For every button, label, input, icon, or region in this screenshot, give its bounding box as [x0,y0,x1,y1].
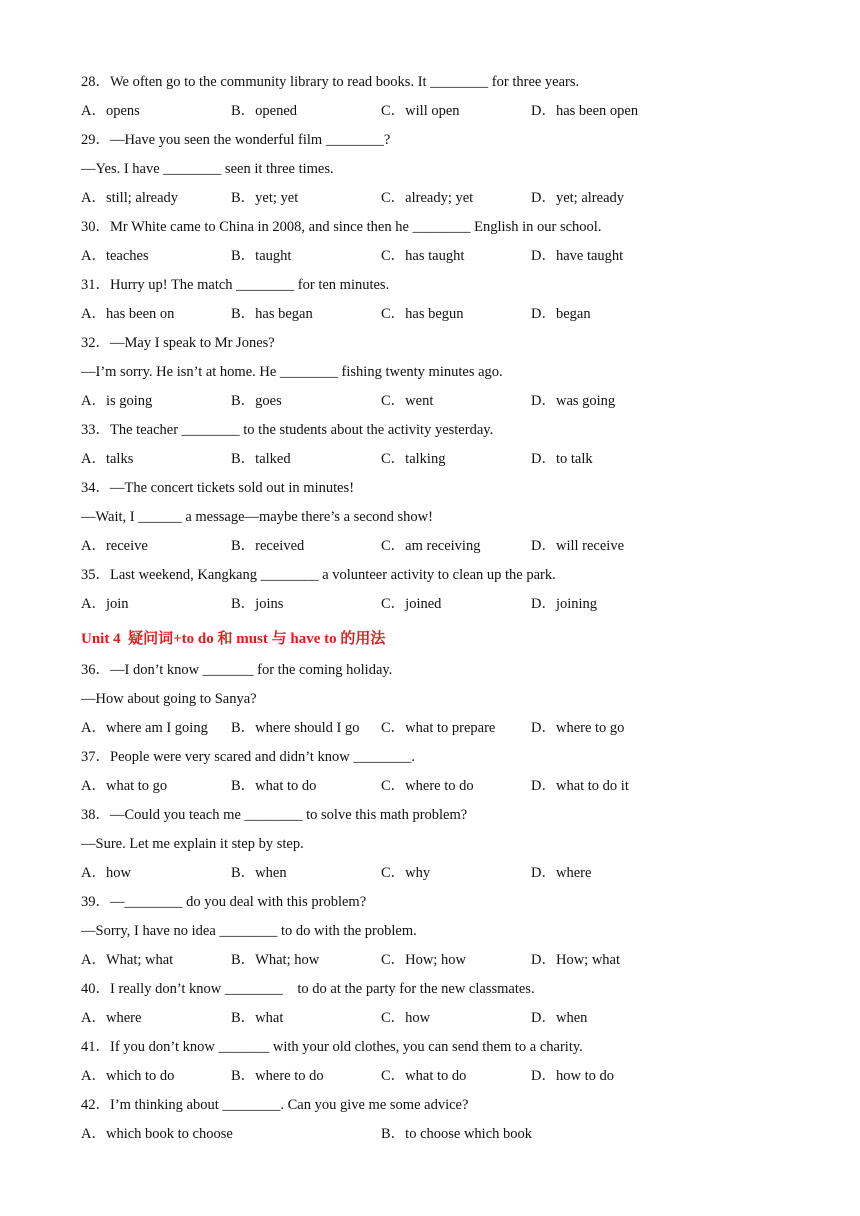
option-b[interactable]: B．goes [231,393,282,409]
option-b[interactable]: B．what [231,1010,284,1026]
question-stem: 39．—________ do you deal with this problem? [81,894,367,910]
option-b[interactable]: B．when [231,865,287,881]
question-stem-reply: —How about going to Sanya? [81,691,257,707]
question-q34 [81,476,781,563]
option-a[interactable]: A．still; already [81,190,179,206]
worksheet-page [81,70,781,1151]
option-b[interactable]: B．yet; yet [231,190,299,206]
question-stem: 32．—May I speak to Mr Jones? [81,335,275,351]
option-a[interactable]: A．has been on [81,306,175,322]
question-q37 [81,745,781,803]
answer-options [81,389,781,418]
section-heading: Unit 4 疑问词+to do 和 must 与 have to 的用法 [81,631,386,647]
question-stem: 41．If you don’t know _______ with your old clothes, you can send them to a charity. [81,1039,583,1055]
answer-options [81,948,781,977]
option-d[interactable]: D．joining [531,596,598,612]
option-b[interactable]: B．where should I go [231,720,360,736]
option-d[interactable]: D．where to go [531,720,625,736]
question-stem-reply: —Yes. I have ________ seen it three times. [81,161,334,177]
question-q28 [81,70,781,128]
option-b[interactable]: B．received [231,538,305,554]
question-q38 [81,803,781,890]
option-c[interactable]: C．why [381,865,431,881]
option-c[interactable]: C．has begun [381,306,464,322]
option-c[interactable]: C．where to do [381,778,474,794]
question-q39 [81,890,781,977]
option-c[interactable]: C．how [381,1010,431,1026]
option-a[interactable]: A．how [81,865,131,881]
option-a[interactable]: A．which to do [81,1068,175,1084]
option-a[interactable]: A．What; what [81,952,174,968]
question-q32 [81,331,781,418]
question-q36 [81,658,781,745]
option-a[interactable]: A．teaches [81,248,149,264]
option-c[interactable]: C．what to do [381,1068,467,1084]
option-c[interactable]: C．what to prepare [381,720,496,736]
option-b[interactable]: B．opened [231,103,298,119]
question-stem: 33．The teacher ________ to the students about the activity yesterday. [81,422,494,438]
option-b[interactable]: B．joins [231,596,284,612]
option-b[interactable]: B．has began [231,306,313,322]
option-d[interactable]: D．began [531,306,591,322]
option-d[interactable]: D．where [531,865,592,881]
answer-options [81,1122,781,1151]
option-b[interactable]: B．taught [231,248,292,264]
option-a[interactable]: A．what to go [81,778,168,794]
option-a[interactable]: A．talks [81,451,134,467]
answer-options [81,716,781,745]
answer-options [81,1006,781,1035]
question-stem: 38．—Could you teach me ________ to solve this math problem? [81,807,468,823]
question-stem: 35．Last weekend, Kangkang ________ a volunteer activity to clean up the park. [81,567,556,583]
question-stem: 28．We often go to the community library to read books. It ________ for three years. [81,74,580,90]
option-d[interactable]: D．what to do it [531,778,629,794]
option-c[interactable]: C．talking [381,451,446,467]
option-d[interactable]: D．to talk [531,451,593,467]
answer-options [81,302,781,331]
option-b[interactable]: B．to choose which book [381,1126,533,1142]
option-c[interactable]: C．How; how [381,952,466,968]
option-a[interactable]: A．where am I going [81,720,208,736]
question-stem-reply: —Sure. Let me explain it step by step. [81,836,304,852]
question-stem: 31．Hurry up! The match ________ for ten minutes. [81,277,390,293]
question-q31 [81,273,781,331]
option-b[interactable]: B．talked [231,451,291,467]
question-stem: 29．—Have you seen the wonderful film ________? [81,132,391,148]
question-stem: 37．People were very scared and didn’t know ________. [81,749,415,765]
option-a[interactable]: A．which book to choose [81,1126,233,1142]
answer-options [81,774,781,803]
option-b[interactable]: B．where to do [231,1068,324,1084]
answer-options [81,99,781,128]
question-stem: 40．I really don’t know ________ to do at the party for the new classmates. [81,981,535,997]
answer-options [81,1064,781,1093]
option-a[interactable]: A．is going [81,393,153,409]
question-stem-reply: —Sorry, I have no idea ________ to do with the problem. [81,923,417,939]
option-d[interactable]: D．will receive [531,538,625,554]
question-q35 [81,563,781,621]
question-group-tenses [81,70,781,621]
answer-options [81,244,781,273]
option-a[interactable]: A．join [81,596,129,612]
question-q41 [81,1035,781,1093]
question-q42 [81,1093,781,1151]
option-c[interactable]: C．has taught [381,248,465,264]
answer-options [81,861,781,890]
option-c[interactable]: C．joined [381,596,442,612]
answer-options [81,592,781,621]
answer-options [81,186,781,215]
question-stem-reply: —Wait, I ______ a message—maybe there’s a second show! [81,509,433,525]
option-a[interactable]: A．where [81,1010,142,1026]
question-stem: 30．Mr White came to China in 2008, and since then he ________ English in our school. [81,219,602,235]
option-d[interactable]: D．was going [531,393,616,409]
question-q30 [81,215,781,273]
option-d[interactable]: D．How; what [531,952,621,968]
question-stem: 34．—The concert tickets sold out in minutes! [81,480,355,496]
option-a[interactable]: A．opens [81,103,140,119]
option-b[interactable]: B．what to do [231,778,317,794]
question-stem: 36．—I don’t know _______ for the coming holiday. [81,662,393,678]
question-stem-reply: —I’m sorry. He isn’t at home. He ________ fishing twenty minutes ago. [81,364,503,380]
question-q40 [81,977,781,1035]
option-c[interactable]: C．already; yet [381,190,474,206]
option-a[interactable]: A．receive [81,538,148,554]
answer-options [81,534,781,563]
answer-options [81,447,781,476]
option-c[interactable]: C．am receiving [381,538,481,554]
option-b[interactable]: B．What; how [231,952,320,968]
option-d[interactable]: D．how to do [531,1068,614,1084]
option-d[interactable]: D．has been open [531,103,639,119]
option-d[interactable]: D．have taught [531,248,624,264]
question-q29 [81,128,781,215]
option-c[interactable]: C．went [381,393,434,409]
question-group-question-words [81,658,781,1151]
option-d[interactable]: D．when [531,1010,588,1026]
option-c[interactable]: C．will open [381,103,460,119]
question-q33 [81,418,781,476]
question-stem: 42．I’m thinking about ________. Can you give me some advice? [81,1097,469,1113]
option-d[interactable]: D．yet; already [531,190,625,206]
